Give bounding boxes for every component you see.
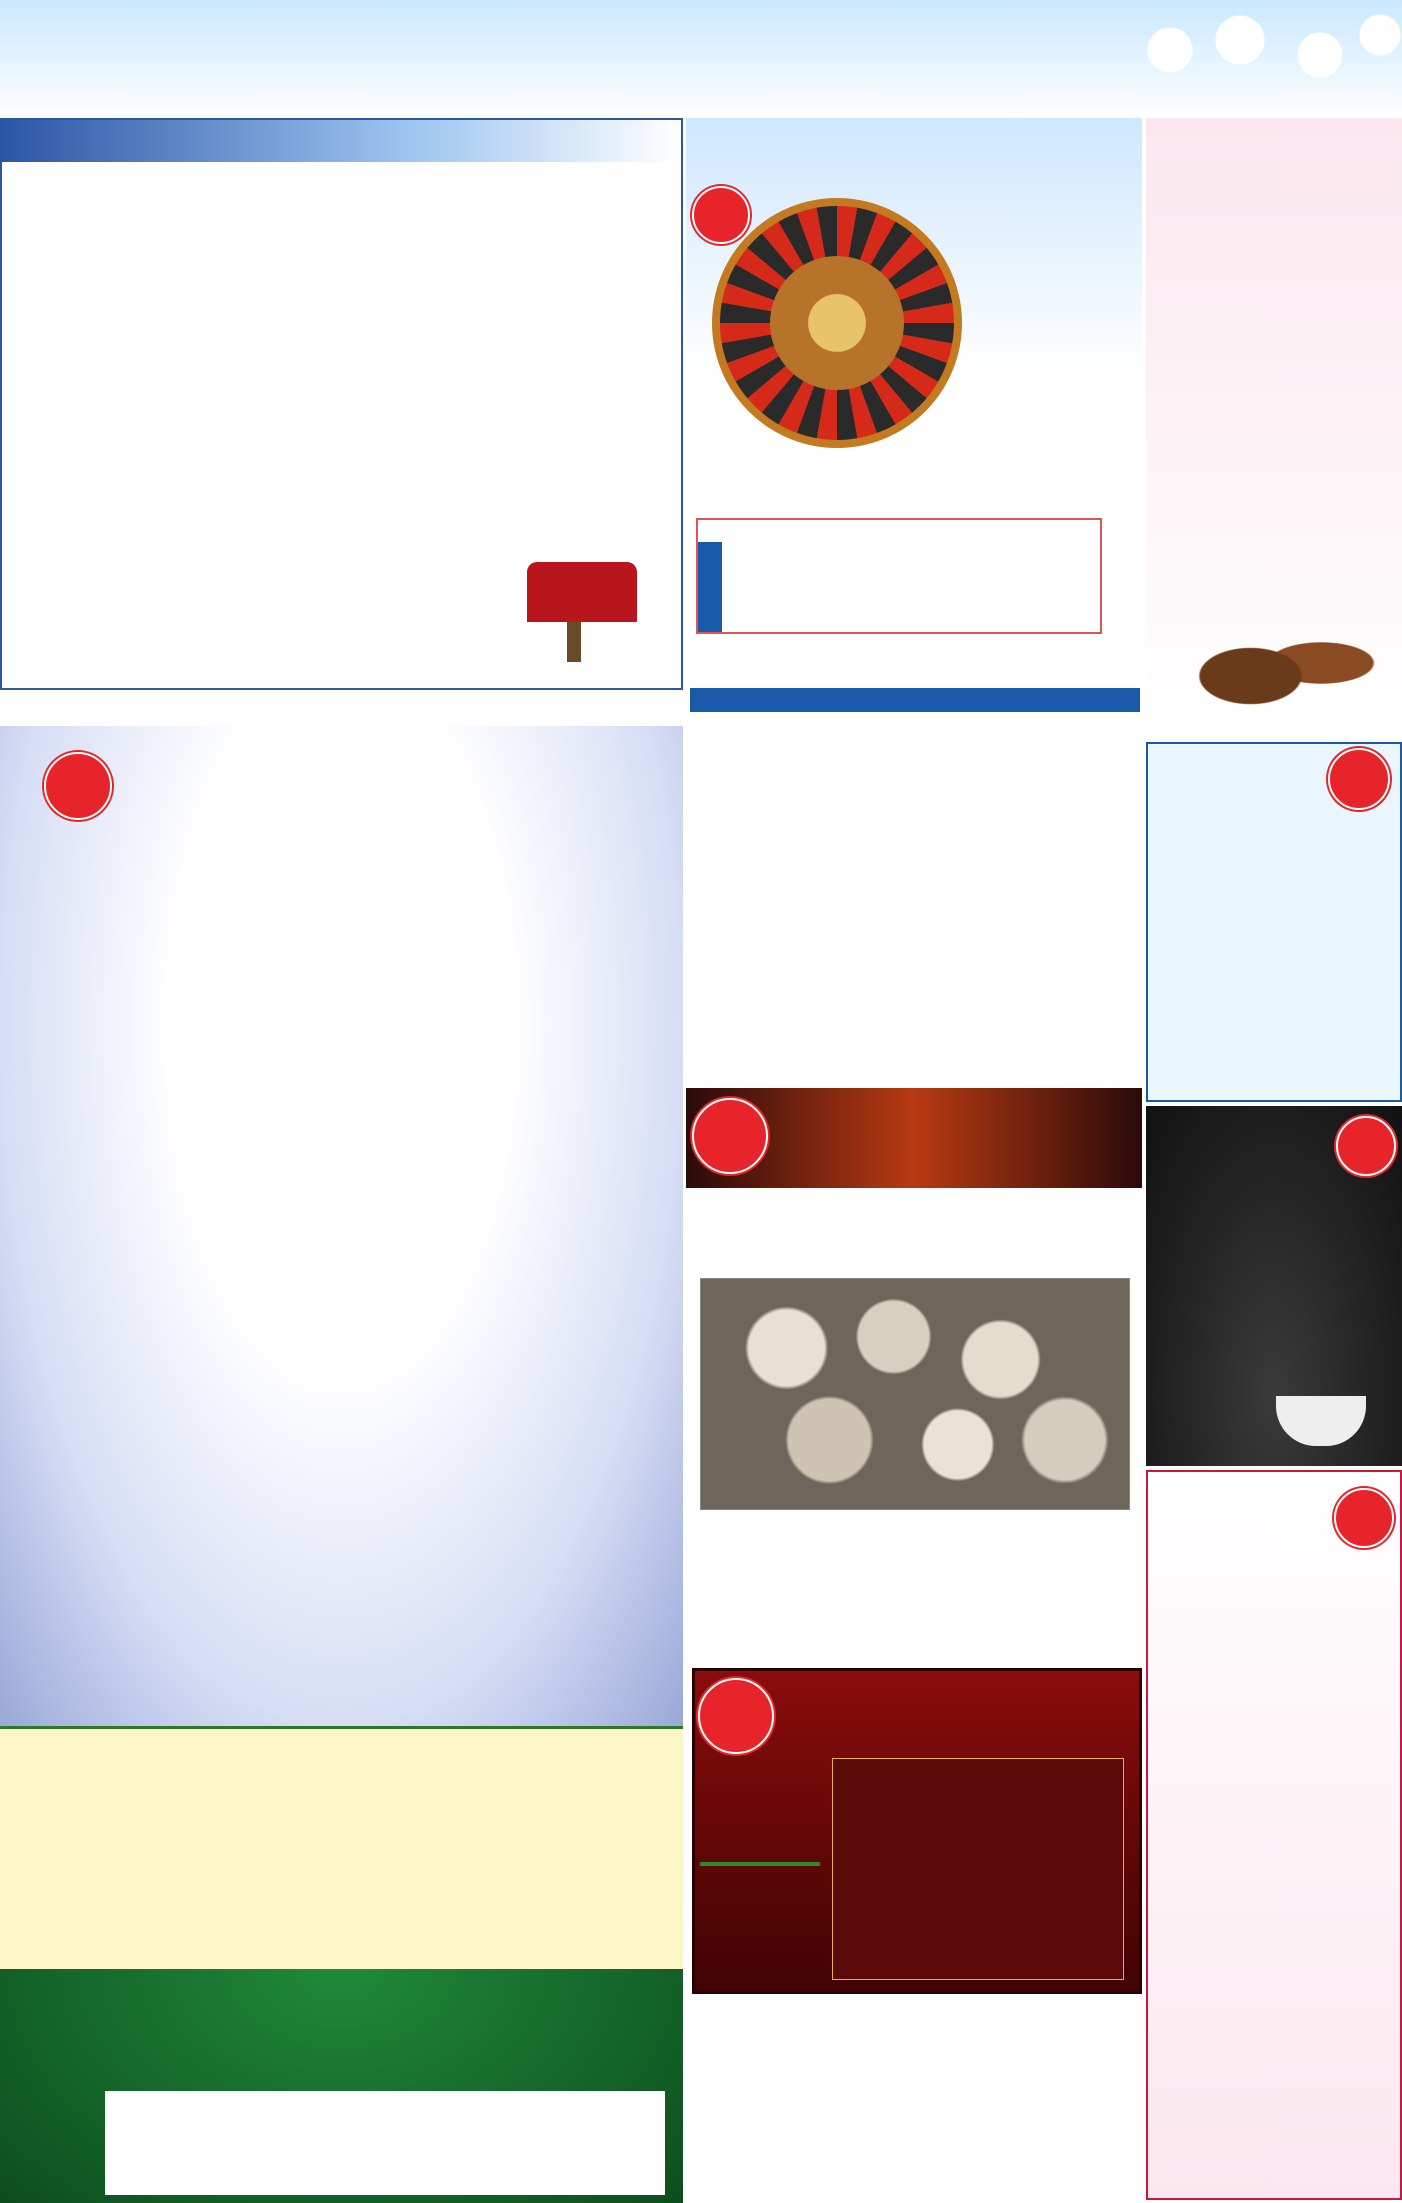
fan-grid xyxy=(105,2091,665,2195)
xuanji-badge xyxy=(692,1098,768,1174)
stats-title xyxy=(690,688,1140,712)
reader-forum xyxy=(0,118,683,690)
suyu-section xyxy=(1146,1470,1402,2200)
suyu-text xyxy=(1158,1602,1390,2022)
zhen-grid xyxy=(832,1758,1124,1980)
lottery-strategy xyxy=(0,726,683,1726)
mailbox-illustration xyxy=(507,552,657,662)
wheel-section xyxy=(686,118,1142,688)
zhen-zone-red xyxy=(700,1862,820,1866)
reader-col-1 xyxy=(10,174,338,184)
fan-table xyxy=(0,1969,683,2203)
tema-fan xyxy=(0,1726,683,2203)
poem-badge xyxy=(1336,1116,1396,1176)
stats-section xyxy=(690,688,1140,1088)
stones-photo xyxy=(700,1278,1130,1510)
horse-illustration xyxy=(1156,598,1392,728)
reader-forum-header xyxy=(2,120,681,162)
flower-decoration xyxy=(1130,0,1402,110)
wheel-box xyxy=(696,518,1102,634)
wangma-text xyxy=(1158,826,1390,1026)
zhen-badge xyxy=(698,1678,774,1754)
horse-text xyxy=(1156,180,1392,600)
reader-col-2 xyxy=(347,174,673,186)
wheel-badge xyxy=(692,186,750,244)
suyu-badge xyxy=(1334,1488,1394,1548)
xuanji-section xyxy=(686,1088,1142,1668)
poem-section xyxy=(1146,1106,1402,1466)
wheel-box-side xyxy=(698,542,722,632)
masthead xyxy=(0,0,1402,118)
horse-section xyxy=(1146,118,1402,738)
zhen-section xyxy=(686,1668,1142,2200)
roulette-wheel xyxy=(712,198,962,448)
coffee-cup xyxy=(1276,1396,1366,1446)
strategy-col-1 xyxy=(10,986,340,996)
poem-lines xyxy=(1166,1214,1360,1414)
strategy-badge xyxy=(44,752,112,820)
strategy-col-2 xyxy=(350,986,670,996)
wangma-badge xyxy=(1328,748,1390,810)
wangma-section xyxy=(1146,742,1402,1102)
